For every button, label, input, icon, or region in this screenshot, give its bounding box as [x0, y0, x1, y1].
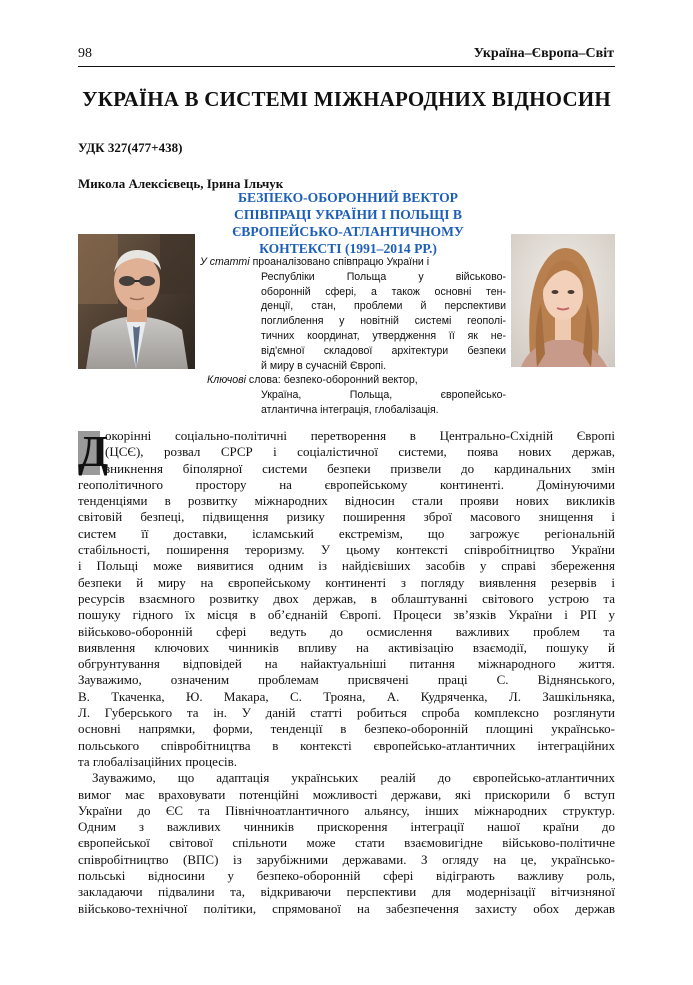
- body-line: ресурсів взаємного розвитку двох держав, в облаштуванні світового устрою та: [78, 590, 615, 606]
- udk-code: УДК 327(477+438): [78, 140, 183, 155]
- body-line: зникнення біполярної системи безпеки призвели до кардинальних змін: [105, 460, 615, 476]
- body-line: пошуку гідного їх місця в об’єднаній Європі. Процеси зв’язків України і РП у: [78, 607, 615, 623]
- body-line: світовій безпеці, підвищення ризику поширення зброї масового знищення і: [78, 509, 615, 525]
- article-title-line: СПІВПРАЦІ УКРАЇНИ І ПОЛЬЩІ В: [234, 207, 462, 222]
- abstract-line: поглиблення у новітній системі геополі-: [261, 315, 506, 328]
- body-line: польського співробітництва в контексті європейсько-атлантичних інтеграційних: [78, 737, 615, 753]
- author-portrait-female: [511, 234, 615, 367]
- body-line: окорінні соціально-політичні перетворення в Центрально-Східній Європі: [105, 428, 615, 443]
- article-title: [190, 189, 506, 257]
- body-line: співробітництво (ВПС) із зарубіжними державами. З огляду на це, українсько-: [78, 851, 615, 867]
- body-line: геополітичного простору на європейському континенті. Домінуючими: [78, 476, 615, 492]
- section-title: УКРАЇНА В СИСТЕМІ МІЖНАРОДНИХ ВІДНОСИН: [82, 87, 611, 111]
- body-line: Зауважимо, означеним проблемам присвячені праці С. Віднянського,: [78, 672, 615, 688]
- body-line: обгрунтування відповідей на найактуальніші питання міжнародного життя.: [78, 656, 615, 672]
- drop-cap: [78, 427, 109, 476]
- body-line: Зауважимо, що адаптація українських реалій до європейсько-атлантичних: [92, 770, 615, 786]
- body-line: (ЦСЄ), розвал СРСР і соціалістичної системи, поява нових держав,: [105, 444, 615, 460]
- body-line: тенденціями в розвитку міжнародних відносин стали прояви нових викликів: [78, 493, 615, 509]
- author-photo-left: [78, 234, 195, 369]
- body-line: стабільності, поширення тероризму. У цьому контексті співробітництво України: [78, 542, 615, 558]
- abstract-line: денції, стан, проблеми й перспективи: [261, 300, 506, 313]
- body-line: Л. Губерського та ін. У даній статті робиться спроба комплексно розглянути: [78, 705, 615, 721]
- article-title-line: КОНТЕКСТІ (1991–2014 РР.): [259, 241, 437, 256]
- article-title-line: ЄВРОПЕЙСЬКО-АТЛАНТИЧНОМУ: [232, 224, 464, 239]
- author-portrait-male: [78, 234, 195, 369]
- abstract-line: проаналізовано співпрацю України і: [249, 256, 430, 268]
- abstract-line: оборонній сфері, а також основні тен-: [261, 285, 506, 298]
- article-body: [78, 428, 615, 917]
- abstract-lead: У статті: [200, 256, 250, 268]
- body-line: України до ЄС та Північноатлантичного альянсу, інших міжнародних структур.: [78, 802, 615, 818]
- body-line: та глобалізаційних процесів.: [78, 753, 237, 769]
- article-title-line: БЕЗПЕКО-ОБОРОННИЙ ВЕКТОР: [238, 190, 458, 205]
- header-rule: [78, 66, 615, 67]
- keywords-lead: Ключові: [207, 374, 246, 387]
- body-line: виявлення ключових чинників впливу на активізацію взаємодії, пошуку й: [78, 639, 615, 655]
- keywords-line: атлантична інтеграція, глобалізація.: [261, 403, 439, 416]
- abstract-line: Республіки Польща у військово-: [261, 270, 506, 283]
- authors: Микола Алексієвець, Ірина Ільчук: [78, 176, 284, 191]
- body-line: військово-оборонній сфері ведуть до осмислення важливих проблем та: [78, 623, 615, 639]
- page-number: 98: [78, 46, 92, 61]
- body-line: і Польщі може виявитися одним із найдієвіших засобів у справі збереження: [78, 558, 615, 574]
- body-line: польські відносини у безпеко-оборонній сфері відіграють важливу роль,: [78, 868, 615, 884]
- body-line: В. Ткаченка, Ю. Макара, С. Трояна, А. Кудряченка, Л. Зашкільняка,: [78, 688, 615, 704]
- abstract-line: тичних координат, утвердження її як не-: [261, 329, 506, 342]
- abstract-line: від'ємної складової архітектури безпеки: [261, 344, 506, 357]
- author-photo-right: [511, 234, 615, 367]
- body-line: вимог має враховувати потенційні можливості держави, які прискорили б вступ: [78, 786, 615, 802]
- body-line: основні напрямки, форми, тенденції в безпеко-оборонній площині українсько-: [78, 721, 615, 737]
- body-line: європейської світової спільноти може стати взаємовигідне військово-політичне: [78, 835, 615, 851]
- body-line: закладаючи підвалини та, відкриваючи перспективи для модернізації вітчизняної: [78, 884, 615, 900]
- body-line: військово-технічної політики, спрямованої на забезпечення захисту обох держав: [78, 900, 615, 916]
- abstract: [200, 255, 506, 418]
- keywords-line: слова: безпеко-оборонний вектор,: [245, 374, 418, 387]
- drop-cap-letter: Д: [78, 427, 109, 476]
- running-header-title: Україна–Європа–Світ: [473, 46, 614, 61]
- abstract-line: й миру в сучасній Європі.: [261, 359, 387, 372]
- keywords-line: Україна, Польща, європейсько-: [261, 389, 506, 402]
- body-line: Одним з важливих чинників прискорення інтеграції нашої країни до: [78, 819, 615, 835]
- body-line: безпеки й миру на європейському континенті з погляду виявлення резервів і: [78, 574, 615, 590]
- body-line: систем її доставки, ісламський екстремізм, що загрожує регіональній: [78, 525, 615, 541]
